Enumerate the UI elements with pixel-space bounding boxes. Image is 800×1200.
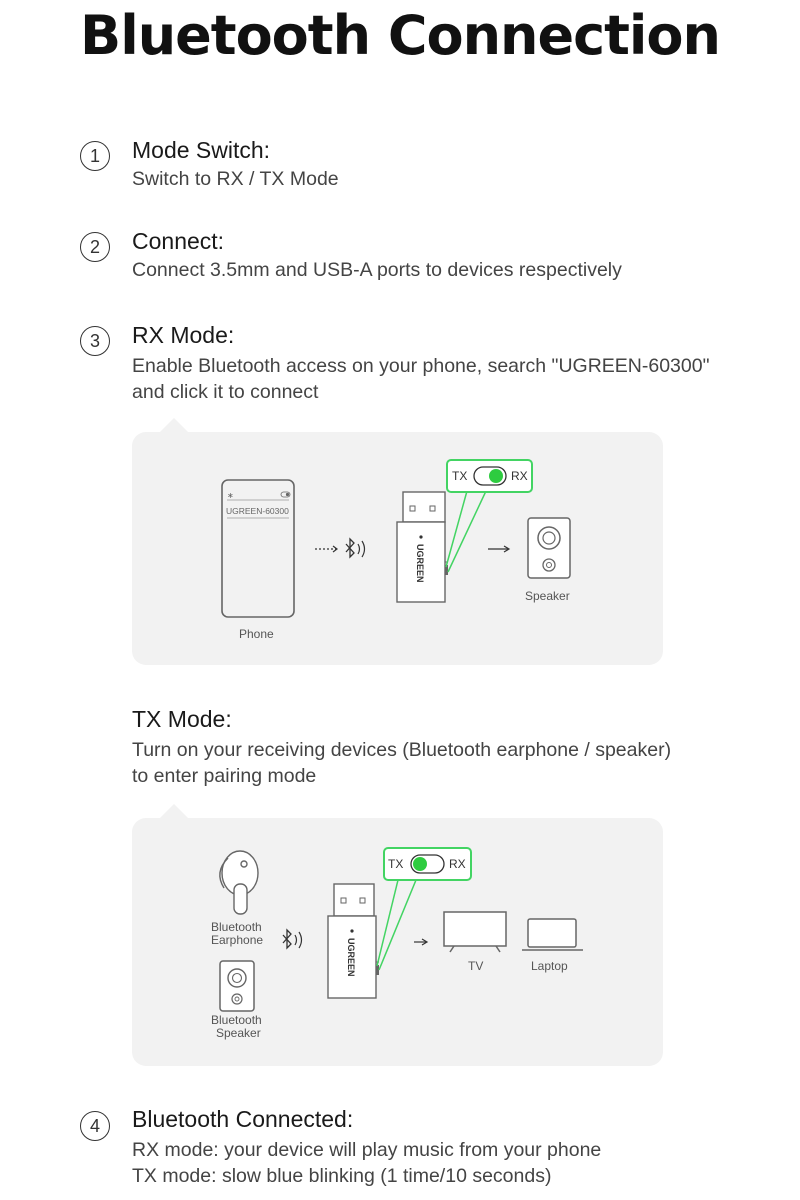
switch-rx-label: RX bbox=[511, 469, 528, 483]
mode-switch-callout bbox=[447, 460, 532, 492]
step-4-heading: Bluetooth Connected: bbox=[132, 1106, 354, 1132]
phone-illustration bbox=[222, 480, 294, 617]
switch-tx-label: TX bbox=[388, 857, 404, 871]
step-1-number: 1 bbox=[80, 141, 110, 171]
step-1-heading: Mode Switch: bbox=[132, 137, 271, 163]
mode-switch-callout bbox=[384, 848, 471, 880]
phone-screen-text: UGREEN-60300 bbox=[226, 506, 289, 516]
laptop-label: Laptop bbox=[531, 959, 568, 973]
bluetooth-signal bbox=[315, 539, 365, 557]
bluetooth-signal bbox=[283, 930, 302, 948]
laptop-icon bbox=[522, 919, 583, 950]
tv-label: TV bbox=[468, 959, 484, 973]
usb-adapter-icon bbox=[397, 492, 448, 602]
adapter-brand: UGREEN bbox=[415, 544, 425, 583]
step-4-number: 4 bbox=[80, 1111, 110, 1141]
tx-mode-text: Turn on your receiving devices (Bluetooth earphone / speaker) to enter pairing mode bbox=[132, 739, 672, 787]
speaker-icon bbox=[528, 518, 570, 578]
tx-mode-diagram bbox=[132, 818, 663, 1066]
bluetooth-speaker-icon bbox=[220, 961, 254, 1011]
bt-speaker-label-line2: Speaker bbox=[216, 1026, 261, 1040]
step-1-text: Switch to RX / TX Mode bbox=[132, 168, 339, 190]
svg-text:∗: ∗ bbox=[227, 491, 234, 500]
page-title: Bluetooth Connection bbox=[80, 4, 720, 67]
step-2-number: 2 bbox=[80, 232, 110, 262]
step-3-text: Enable Bluetooth access on your phone, search "UGREEN-60300" and click it to connect bbox=[132, 355, 710, 403]
switch-tx-label: TX bbox=[452, 469, 468, 483]
bt-speaker-label-line1: Bluetooth bbox=[211, 1013, 262, 1027]
phone-label: Phone bbox=[239, 627, 274, 641]
tx-mode-heading: TX Mode: bbox=[132, 706, 232, 732]
step-2-text: Connect 3.5mm and USB-A ports to devices respectively bbox=[132, 259, 622, 281]
speaker-label: Speaker bbox=[525, 589, 570, 603]
step-2-heading: Connect: bbox=[132, 228, 225, 254]
adapter-brand: UGREEN bbox=[346, 938, 356, 977]
step-3-number: 3 bbox=[80, 326, 110, 356]
earphone-label-line1: Bluetooth bbox=[211, 920, 262, 934]
step-4-text: RX mode: your device will play music from your phone TX mode: slow blue blinking (1 time/10 seconds) bbox=[132, 1139, 602, 1187]
earphone-icon bbox=[220, 851, 258, 914]
tv-icon bbox=[444, 912, 506, 952]
usb-adapter-icon bbox=[328, 884, 379, 998]
step-3-heading: RX Mode: bbox=[132, 322, 235, 348]
switch-rx-label: RX bbox=[449, 857, 466, 871]
earphone-label-line2: Earphone bbox=[211, 933, 264, 947]
rx-mode-diagram bbox=[132, 432, 663, 665]
